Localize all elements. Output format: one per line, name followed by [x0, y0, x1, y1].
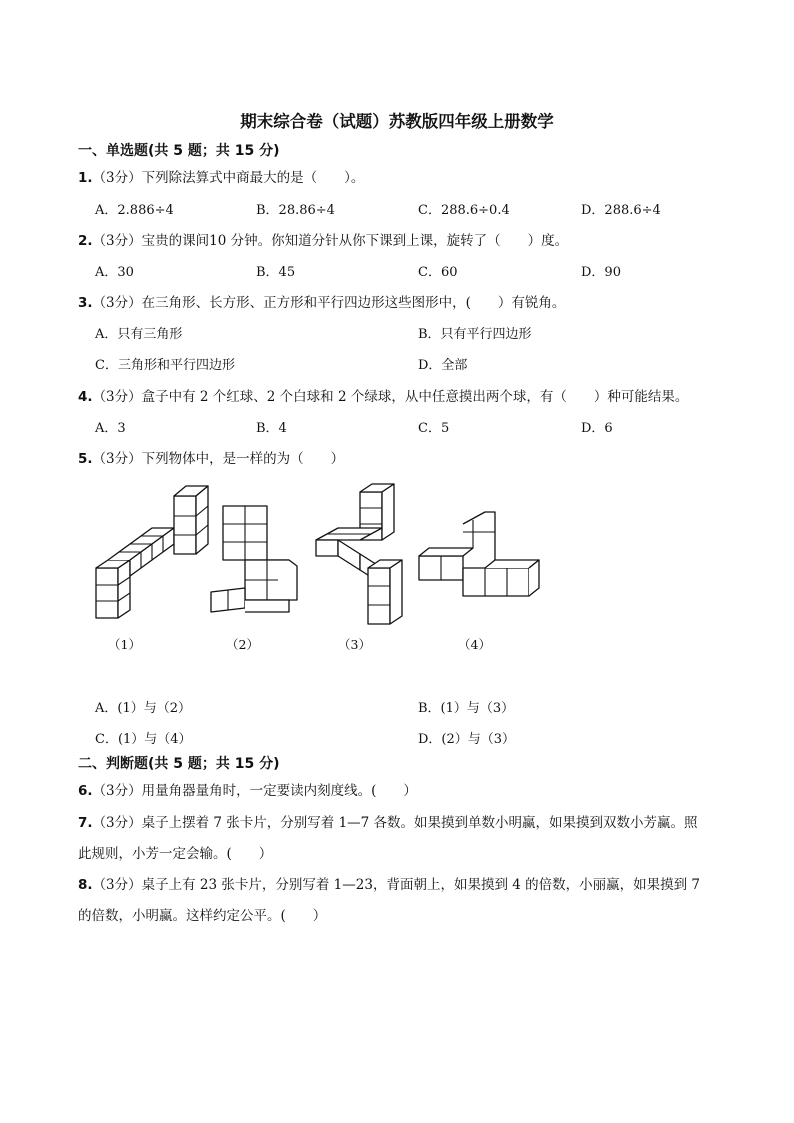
option-d[interactable]: D．全部 [418, 358, 468, 373]
option-a[interactable]: A．(1）与（2） [95, 701, 192, 716]
cube-figure-1 [90, 478, 215, 623]
option-b[interactable]: B．45 [256, 265, 296, 280]
question-score: （3分） [92, 783, 142, 799]
question-number: 1. [78, 170, 93, 186]
question-text: 盒子中有 2 个红球、2 个白球和 2 个绿球，从中任意摸出两个球，有（ ）种可能结果。 [141, 389, 689, 405]
section-heading-true-false: 二、判断题(共 5 题；共 15 分) [78, 756, 280, 772]
question-number: 6. [78, 783, 93, 799]
question-5 [78, 447, 344, 467]
question-number: 7. [78, 815, 93, 831]
figure-label-1: （1） [108, 637, 141, 652]
question-7 [78, 811, 698, 831]
question-text: 桌子上有 23 张卡片，分别写着 1—23，背面朝上，如果摸到 4 的倍数，小丽赢，如果摸到 7 [141, 877, 700, 893]
page-title: 期末综合卷（试题）苏教版四年级上册数学 [240, 112, 554, 131]
question-text: 宝贵的课间10 分钟。你知道分针从你下课到上课，旋转了（ ）度。 [141, 233, 569, 249]
option-d[interactable]: D．6 [581, 421, 613, 436]
option-c[interactable]: C．5 [418, 421, 450, 436]
question-score: （3分） [92, 815, 142, 831]
option-b[interactable]: B．(1）与（3） [418, 701, 515, 716]
question-score: （3分） [92, 389, 142, 405]
option-c[interactable]: C．60 [418, 265, 458, 280]
question-score: （3分） [92, 877, 142, 893]
question-3 [78, 291, 565, 311]
option-d[interactable]: D．90 [581, 265, 621, 280]
question-6 [78, 779, 417, 799]
question-score: （3分） [92, 233, 142, 249]
option-c[interactable]: C．(1）与（4） [95, 732, 192, 747]
option-a[interactable]: A．只有三角形 [95, 327, 183, 342]
question-4 [78, 385, 688, 405]
question-score: （3分） [92, 170, 142, 186]
section-heading-single-choice: 一、单选题(共 5 题；共 15 分) [78, 143, 280, 159]
cube-figure-2 [205, 500, 315, 620]
question-score: （3分） [92, 451, 142, 467]
option-d[interactable]: D．288.6÷4 [581, 203, 661, 218]
question-8-continuation: 的倍数，小明赢。这样约定公平。( ） [78, 908, 327, 924]
question-number: 5. [78, 451, 93, 467]
option-a[interactable]: A．3 [95, 421, 126, 436]
figure-label-2: （2） [226, 637, 259, 652]
option-b[interactable]: B．28.86÷4 [256, 203, 335, 218]
question-2 [78, 229, 568, 249]
option-a[interactable]: A．30 [95, 265, 134, 280]
option-d[interactable]: D．(2）与（3） [418, 732, 516, 747]
question-number: 3. [78, 295, 93, 311]
question-number: 2. [78, 233, 93, 249]
figure-label-4: （4） [458, 637, 491, 652]
cube-figure-3 [310, 480, 420, 630]
option-c[interactable]: C．三角形和平行四边形 [95, 358, 235, 373]
question-text: 桌子上摆着 7 张卡片，分别写着 1—7 各数。如果摸到单数小明赢，如果摸到双数小芳赢。照 [141, 815, 698, 831]
option-b[interactable]: B．4 [256, 421, 287, 436]
option-a[interactable]: A．2.886÷4 [95, 203, 174, 218]
question-text: 用量角器量角时，一定要读内刻度线。( ） [141, 783, 417, 799]
option-c[interactable]: C．288.6÷0.4 [418, 203, 510, 218]
question-text: 在三角形、长方形、正方形和平行四边形这些图形中，( ）有锐角。 [141, 295, 566, 311]
question-score: （3分） [92, 295, 142, 311]
question-1 [78, 166, 364, 186]
figure-label-3: （3） [338, 637, 371, 652]
question-7-continuation: 此规则，小芳一定会输。( ） [78, 846, 273, 862]
question-text: 下列物体中，是一样的为（ ） [141, 451, 345, 467]
option-b[interactable]: B．只有平行四边形 [418, 327, 532, 342]
question-text: 下列除法算式中商最大的是（ ）。 [141, 170, 365, 186]
question-number: 4. [78, 389, 93, 405]
question-8 [78, 873, 700, 893]
cube-figure-4 [415, 508, 540, 603]
question-number: 8. [78, 877, 93, 893]
